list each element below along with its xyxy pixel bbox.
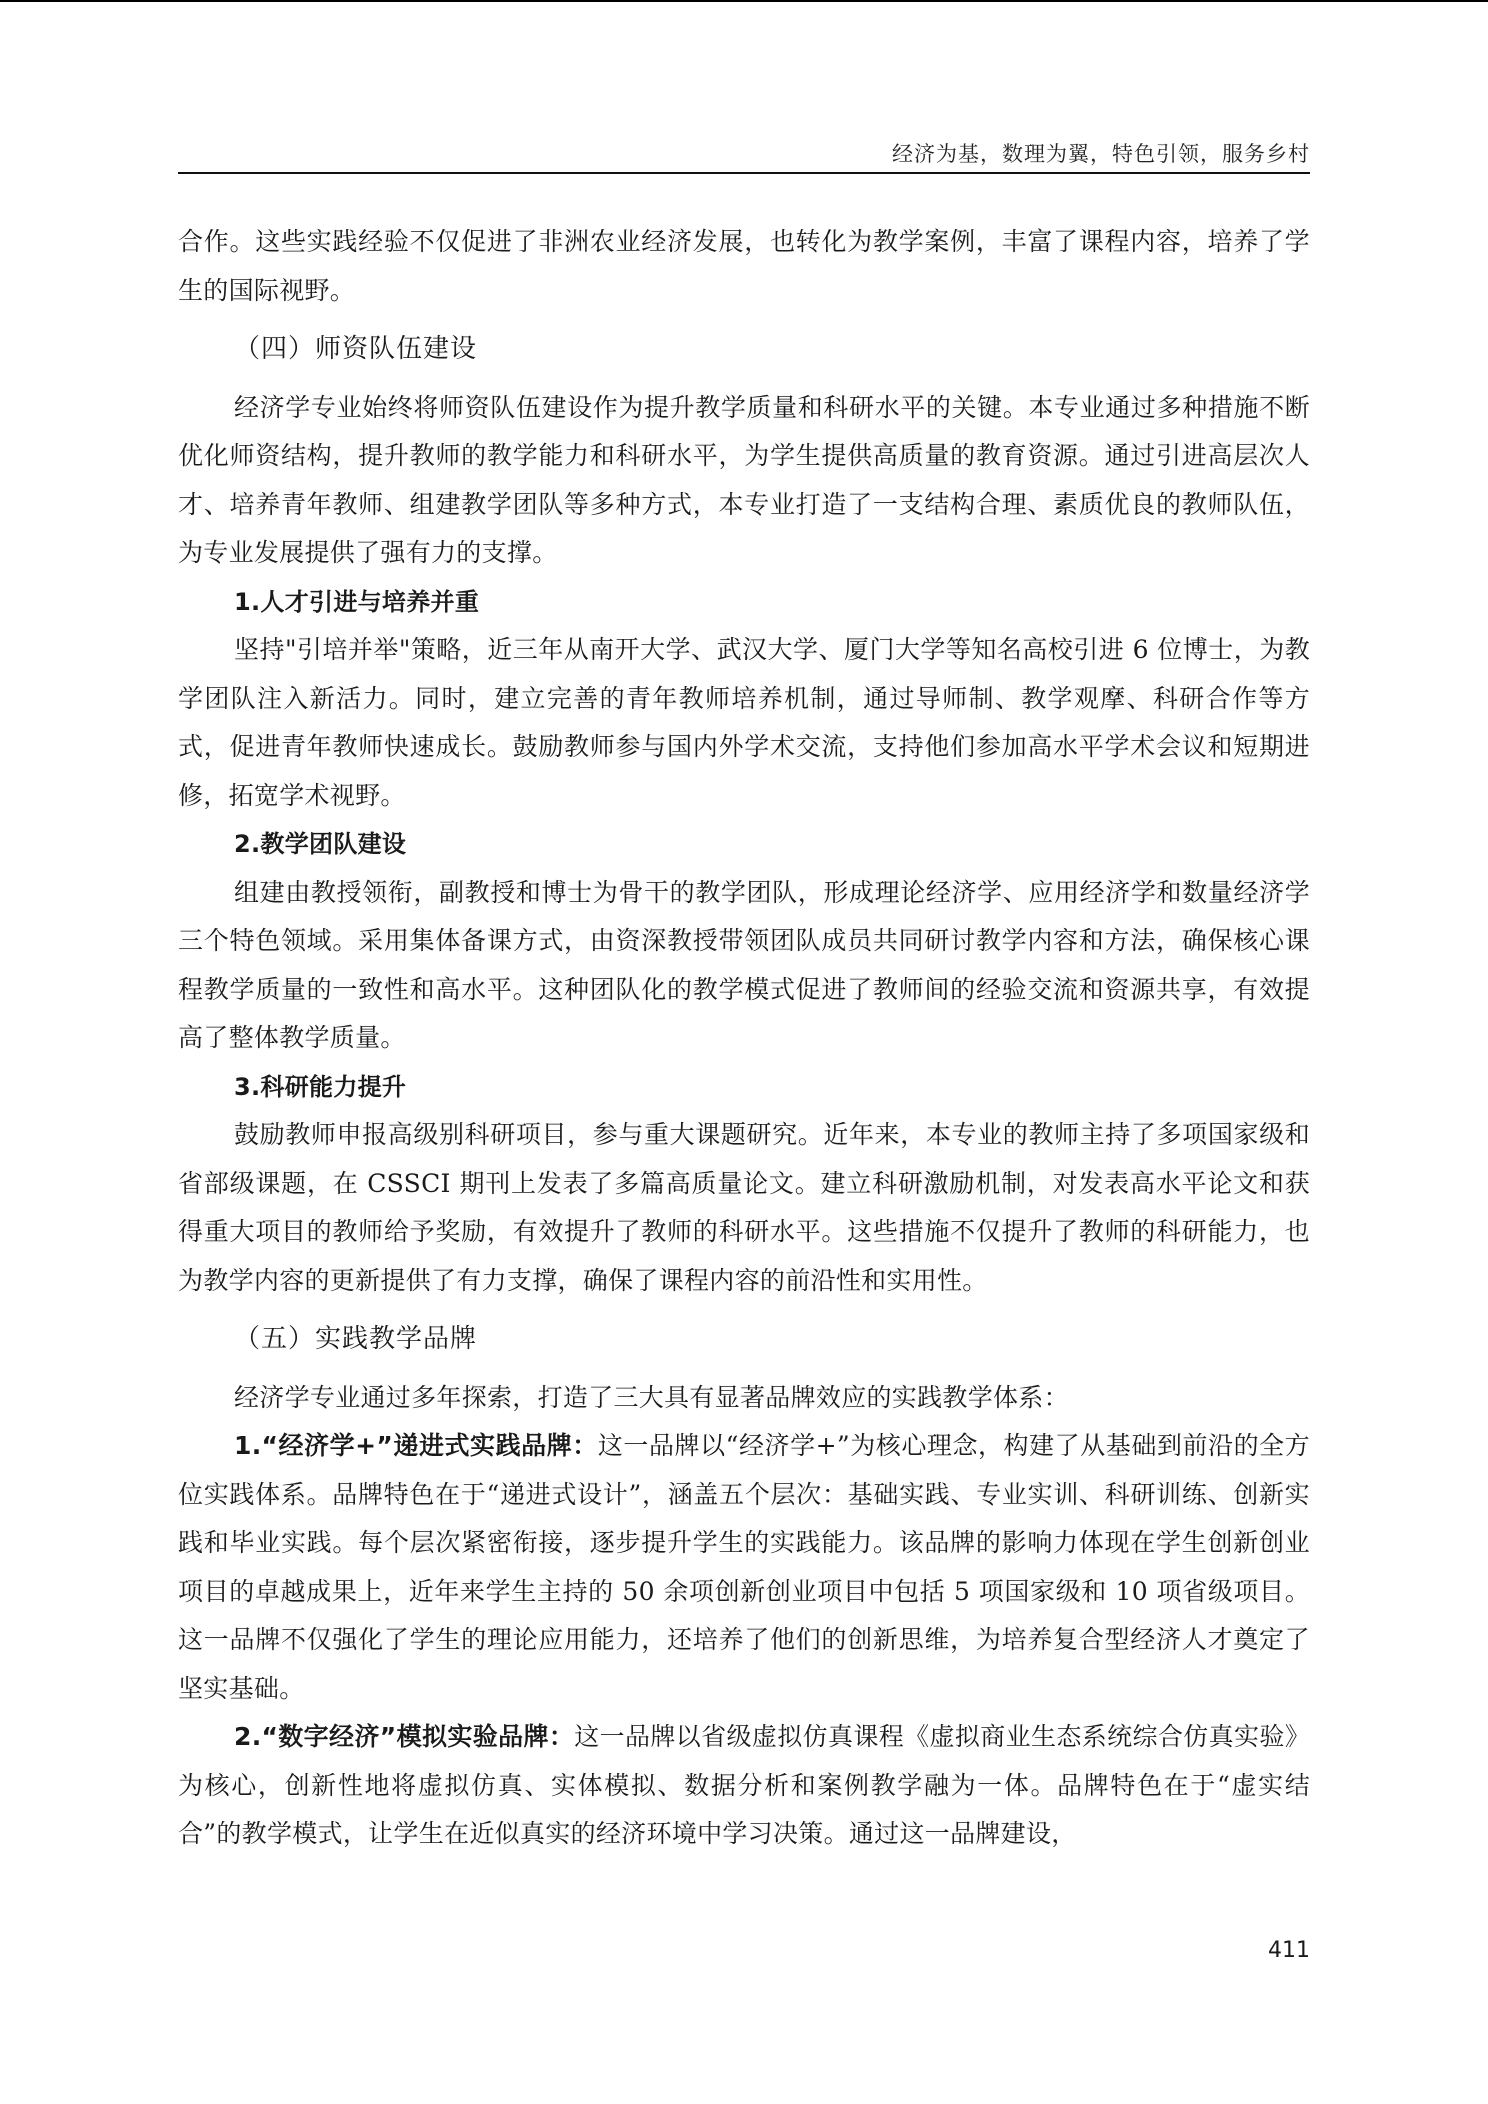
paragraph-research: 鼓励教师申报高级别科研项目，参与重大课题研究。近年来，本专业的教师主持了多项国家级和省部级课题，在 CSSCI 期刊上发表了多篇高质量论文。建立科研激励机制，对发表高水平论文和获得重大项目的教师给予奖励，有效提升了教师的科研水平。这些措施不仅提升了教师的科研能力，也为教学内容的更新提供了有力支撑，确保了课程内容的前沿性和实用性。: [178, 1120, 1310, 1295]
section-heading-4: （四）师资队伍建设: [234, 334, 478, 364]
running-header: 经济为基，数理为翼，特色引领，服务乡村: [892, 142, 1310, 166]
paragraph-faculty-intro: 经济学专业始终将师资队伍建设作为提升教学质量和科研水平的关键。本专业通过多种措施不断优化师资结构，提升教师的教学能力和科研水平，为学生提供高质量的教育资源。通过引进高层次人才、培养青年教师、组建教学团队等多种方式，本专业打造了一支结构合理、素质优良的教师队伍，为专业发展提供了强有力的支撑。: [178, 392, 1310, 567]
top-border-line: [0, 0, 1488, 2]
paragraph-talent: 坚持"引培并举"策略，近三年从南开大学、武汉大学、厦门大学等知名高校引进 6 位博士，为教学团队注入新活力。同时，建立完善的青年教师培养机制，通过导师制、教学观摩、科研合作等方式，促进青年教师快速成长。鼓励教师参与国内外学术交流，支持他们参加高水平学术会议和短期进修，拓宽学术视野。: [178, 635, 1310, 810]
body-text: [178, 218, 1310, 1859]
paragraph-practice-intro: 经济学专业通过多年探索，打造了三大具有显著品牌效应的实践教学体系：: [234, 1382, 1069, 1412]
brand-1-title: 1.“经济学+”递进式实践品牌：: [234, 1431, 598, 1460]
paragraph-team: 组建由教授领衔，副教授和博士为骨干的教学团队，形成理论经济学、应用经济学和数量经济学三个特色领域。采用集体备课方式，由资深教授带领团队成员共同研讨教学内容和方法，确保核心课程教学质量的一致性和高水平。这种团队化的教学模式促进了教师间的经验交流和资源共享，有效提高了整体教学质量。: [178, 877, 1310, 1052]
section-heading-5: （五）实践教学品牌: [234, 1324, 478, 1354]
paragraph-brand-1: [178, 1422, 1310, 1713]
subheading-talent: 1.人才引进与培养并重: [234, 587, 480, 616]
brand-1-text: 这一品牌以“经济学+”为核心理念，构建了从基础到前沿的全方位实践体系。品牌特色在于“递进式设计”，涵盖五个层次：基础实践、专业实训、科研训练、创新实践和毕业实践。每个层次紧密衔接，逐步提升学生的实践能力。该品牌的影响力体现在学生创新创业项目的卓越成果上，近年来学生主持的 50 余项创新创业项目中包括 5 项国家级和 10 项省级项目。这一品牌不仅强化了学生的理论应用能力，还培养了他们的创新思维，为培养复合型经济人才奠定了坚实基础。: [178, 1431, 1310, 1703]
brand-2-text: 这一品牌以省级虚拟仿真课程《虚拟商业生态系统综合仿真实验》为核心，创新性地将虚拟仿真、实体模拟、数据分析和案例教学融为一体。品牌特色在于“虚实结合”的教学模式，让学生在近似真实的经济环境中学习决策。通过这一品牌建设，: [178, 1722, 1310, 1848]
subheading-research: 3.科研能力提升: [234, 1072, 407, 1101]
header-divider: [178, 172, 1310, 174]
paragraph-brand-2: [178, 1713, 1310, 1859]
page-number: 411: [1268, 1938, 1310, 1963]
subheading-team: 2.教学团队建设: [234, 830, 407, 858]
brand-2-title: 2.“数字经济”模拟实验品牌：: [234, 1722, 575, 1751]
paragraph-continued: 合作。这些实践经验不仅促进了非洲农业经济发展，也转化为教学案例，丰富了课程内容，培养了学生的国际视野。: [178, 227, 1310, 305]
